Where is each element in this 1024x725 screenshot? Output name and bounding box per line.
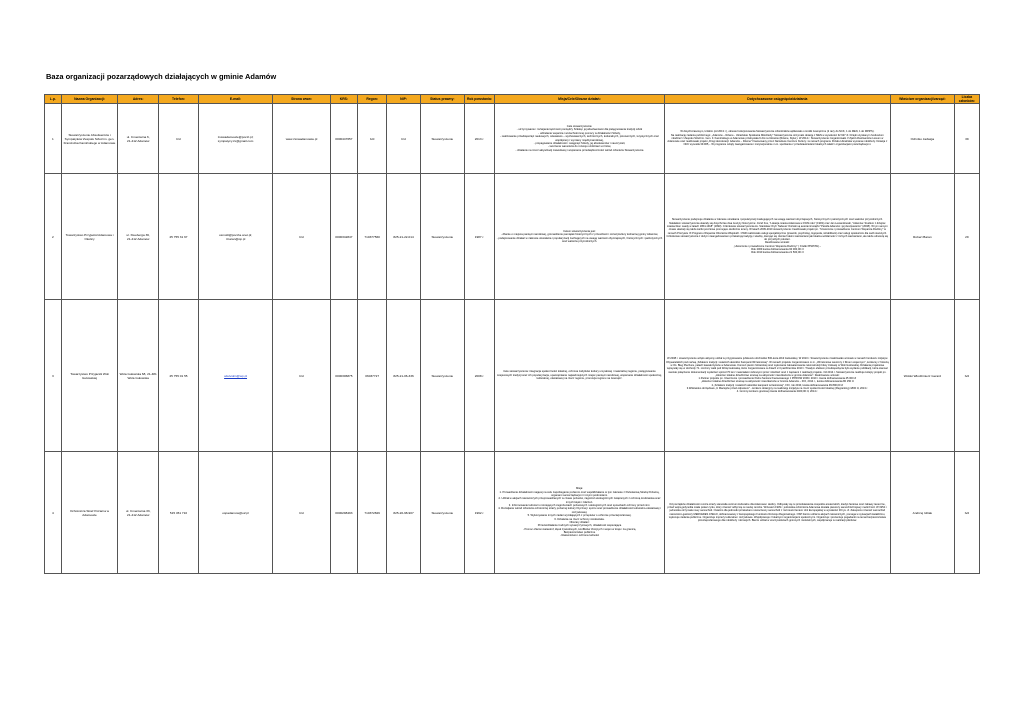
- header-krs: KRS:: [330, 95, 357, 104]
- cell-nazwa: Ochotnicza Straż Pożarna w Adamowie: [61, 452, 118, 574]
- header-nazwa: Nazwa Organizacji:: [61, 95, 118, 104]
- cell-adres: ul. Cmentarna 6, 21-412 Adamów: [118, 104, 159, 174]
- cell-czlonkow: 39: [954, 104, 979, 174]
- cell-dzialania: W dotychczasowym, krótkim (od 2013 r.), okresie funkcjonowania Stowarzyszenie członkiników aplikowało o środki zewnętrzne (2 razy do NCK, 1 do MEN, 1 do MPiPS). Na realizację zadania publicznego: „Adamów – Równe - Ukraińskie Spotkania Młodzieży" Stowarzyszenie otrzymało dotację z MEN w wysokości 32 927 zł. Dzięki uzyskanym funduszom młodzież z Zespołu Szkół im. Gen. F. Kamińskiego w Adamowie przebywała 9 dni na Ukrainie (Równe, Kijów.). W 2014 r. Stowarzyszenie zorganizowało V Zjazd Absolwentów Liceum w Adamowie oraz realizowało projekt „Drogi demokracji: Adamów – Równe" finansowany przez Narodowe Centrum Kultury i w ramach programu Polsko-Ukraińska wymiana młodzieży. Dotacja z NCK wynosiła 39.965,-. W programie wzięły zaangażowanie i instytucjonalnie m.in. sportkania z przedstawicielami lokalnych władz i organizacjami pozarządowymi.: [664, 104, 890, 174]
- cell-telefon: 515 451 710: [159, 452, 199, 574]
- organizations-table: [44, 94, 980, 574]
- header-status: Status prawny:: [420, 95, 464, 104]
- cell-krs: 0000298493: [330, 452, 357, 574]
- cell-kierujacy: Robert Baran: [890, 174, 954, 300]
- cell-lp: 4: [45, 452, 62, 574]
- cell-krs: 0000306875: [330, 300, 357, 452]
- cell-www: www.zsswadamowie.pl: [273, 104, 331, 174]
- cell-regon: b/d: [358, 104, 387, 174]
- header-czlonkow: Liczba członków:: [954, 95, 979, 104]
- cell-nazwa: Stowarzyszenie Absolwentów i Sympatyków Zespołu Szkół im. gen. Franciszka Kamińskiego w Adamowie: [61, 104, 118, 174]
- cell-rok: 1987 r.: [464, 174, 494, 300]
- header-rok: Rok powstania:: [464, 95, 494, 104]
- cell-www: b/d: [273, 452, 331, 574]
- cell-adres: ul. Cmentarna 33, 21-412 Adamów: [118, 452, 159, 574]
- table-header-row: [45, 95, 980, 104]
- header-adres: Adres:: [118, 95, 159, 104]
- cell-rok: 2008 r.: [464, 300, 494, 452]
- table-row: [45, 174, 980, 300]
- cell-status: Stowarzyszenie: [420, 300, 464, 452]
- cell-adres: ul. Kleeberga 36, 21-412 Adamów: [118, 174, 159, 300]
- cell-misja: Celem stowarzyszenia jest: - dbanie o miejsca pamięci narodowej, gromadzenie pamiątek historycznych z przeszłości i rozwój kultury kulinarnej gminy Adamów, - podejmowanie działań w zakresie utrwalania i popularyzacji zachujących na uwagę wartości obyczajowych, historycznych i patriotycznych oraz walorów przyrodniczych.: [495, 174, 665, 300]
- header-www: Strona www:: [273, 95, 331, 104]
- cell-telefon: 25 755 01 55: [159, 300, 199, 452]
- cell-nazwa: Towarzystwo Przyjaciół Woli Gułowskiej: [61, 300, 118, 452]
- cell-nip: 825-21-22-014: [387, 174, 421, 300]
- cell-nip: b/d: [387, 104, 421, 174]
- cell-dzialania: W 2008 r. stowarzyszenie wzięło aktywny udział w przygotowaniu jubileuszu obchodów 500-lecia Woli Gułowskiej. W 2010 r. Stowarzyszenie zrealizowało wniosek w ramach funduszu inicjatyw Obywatelskich pod nazwą „Szlakiem tradycji i ostatnich akordów Kampanii Wrześniowej". W ramach projektu zorganizowano m.in. „Wrześniowe wieczory z filmem wojennym", konkursy z historią w Oś. Bieg Piechura, palach kawalerzystów w Adamowie. Koncert pieśni żołnierskiej oraz wykonania zakwaterowanie rekonstrukcji bitwy ziołowej w Woli Gułowskiej. Działania projektowe wpisywały się w obchody 71. rocznicy walk pod Wolą Gułowską, które zorganizowane w dniach 2-3 października 2010 r. Trwałym efektem przedsięwzięcia było wydanie publikacji, która stanowi swoiste połączenie dokumentacji wydarzeń sprzed 70 lat z materiałami zebranymi przez młodzież oraz z zapisami z realizacji projektu. Od 2014 r. Stowarzyszenie realizuje kolejny projekt pn. „Historia i lokalne dziedzictwo szansą na aktywność mieszkańców w gminie Adamów". Realizowane wnioski: 1.Partner projektu pn. Utworzenie i prowadzenie Klubu Seniora finansowanego z PPWOW 2009 i 2010 r. kwota dofinansowania 45 000 zł „Historia i lokalne dziedzictwo szansą na aktywność mieszkańców w Gminie Adamów – FIO, 2014 r., kwota dofinansowania 80 150 zł 2.„Szlakiem tradycji i ostatnich akordów kampanii wrześniowej", FIO, rok 2010, kwota dofinansowania 99 890,00 zł 3.Widowisko obrzędowe „U Maciejów przed odpustem" - konkurs dotacyjny na realizację inicjatyw na rzecz społeczności lokalnej (Regranting) 1800 zł, 2013 r. 4. Gminny konkurs grantowy kwota dofinansowania 2400,00 zł, 2014 r.: [664, 300, 890, 452]
- header-misja: Misja/Cele/Obszar działań:: [495, 95, 665, 104]
- cell-regon: 710377560: [358, 174, 387, 300]
- cell-regon: 710372829: [358, 452, 387, 574]
- header-regon: Regon:: [358, 95, 387, 104]
- cell-czlonkow: b/d: [954, 452, 979, 574]
- cell-dzialania: Stowarzyszenie podejmuje działania w zakresie utrwalania i popularyzacji zasługujących na uwagę wartości obyczajowych, historycznych i patriotycznych oraz walorów przyrodniczych. Nakładem stowarzyszenia ukazały się dotychczas dwa zeszyty historyczne: Józef Fus, "Lokacja miasta Adamowa w 1539 roku" (1993) oraz Jan Lewandowski, "Adamów. Studium z dziejów miasteczka i osady w latach 1864-1918" (1993). Członkowie stowarzyszenia ks. Stanisław Orył i Tadeusz Osiński są autorami książki "Parafia Adamów i jej duszpasterze" (2008). W tym samym czasie ukazały się także kartki pocztowe promujące okolicznie tereny. W latach 2009-2010 stowarzyszenie zrealizowało projekt pn. "Utworzenie i prowadzenie Centrum Wsparcia Rodziny" w ramach Priorytetu IX Programu Wsparcia Obszarów Wiejskich. CWR realizowało usługi specjalistyczne (prawnik, psycholog, logopeda, rehabilitant) oraz usługi opiekuńcze dla osób starszych. Członkowie stowarzyszenia z dużym zaangażowaniem przekazują tradycję i wiedzę, kierując się również takimi wartościami jak lokalna solidarność z różnych wartościami, ale także odnoszą się do przyszłych pokoleń. Realizowane wnioski: „Utworzenie i prowadzenie Centrum Wsparcia Rodziny" ( źródło PPWOW) – Rok 2009 kwota dofinansowania 90 000,00 zł Rok 2010 kwota dofinansowania 21 500,00 zł: [664, 174, 890, 300]
- cell-czlonkow: 29: [954, 174, 979, 300]
- cell-adres: Wola Gułowska 68, 21-481 Wola Gułowska: [118, 300, 159, 452]
- cell-status: Stowarzyszenie: [420, 104, 464, 174]
- cell-misja: Misja: 1. Prowadzenie działalności mającej na celu zapobieganie pożarom oraz współdziałanie w tym zakresie z Państwową Strażą Pożarną, organami samorządowymi i innymi podmiotami. 2. Udział w akcjach ratowniczych przeprowadzanych w czasie pożarów, zagrożeń ekologicznych związanych z ochroną środowiska oraz innych klęsk i zdarzeń. 3. Informowanie ludności o istniejących zagrożeniach pożarowych i ekologicznych oraz sposobach ochrony przed nimi. 4. Rozwijanie wśród członków ochotniczej straży pożarnej kultury fizycznej i sportu oraz prowadzenie działalności kulturalno-oświatowej i rozrywkowej. 5. Wykonywanie innych zadań wynikających z przepisów o ochronie przeciwpożarowej. 6. Działania na rzecz ochrony środowiska. Obszary działań: Przeciwdziałanie trudnych sytuacji życiowych, działalność wspierająca - Pomoc ofiarom katastrof, klęsk żywiołowych, konfliktów zbrojnych i wojen w kraju i za granicą. Bezpieczeństwo publiczne - Ratownictwo i ochrona ludności: [495, 452, 665, 574]
- cell-status: Stowarzyszenie: [420, 452, 464, 574]
- header-kierujacy: Właściwe organizacji/zarząd:: [890, 95, 954, 104]
- cell-www: b/d: [273, 174, 331, 300]
- cell-kierujacy: Andrzej Idziak: [890, 452, 954, 574]
- cell-email: ospadamow@o2.pl: [198, 452, 272, 574]
- cell-email: osmolit@poczta.onet.pl; r.baran@op.pl: [198, 174, 272, 300]
- page-title: Baza organizacji pozarządowych działających w gminie Adamów: [46, 72, 277, 81]
- cell-nip: 825-21-06-336: [387, 300, 421, 452]
- header-telefon: Telefon:: [159, 95, 199, 104]
- cell-telefon: b/d: [159, 104, 199, 174]
- cell-rok: 2013 r.: [464, 104, 494, 174]
- table-row: [45, 452, 980, 574]
- cell-email[interactable]: [198, 300, 272, 452]
- header-dzialania: Dotychczasowe osiągnięcia/działania: [664, 95, 890, 104]
- header-nip: NIP:: [387, 95, 421, 104]
- cell-rok: 1992 r.: [464, 452, 494, 574]
- email-link[interactable]: atwiviolin@wp.pl: [224, 373, 248, 378]
- cell-kierujacy: Wolski Włodzimierz Gerard: [890, 300, 954, 452]
- cell-misja: Cele stowarzyszenia: - utrzymywanie i rozwijanie łączności pomiędzy Szkołą i jej absolwentami dla pielęgnowania tradycji szkół - udzielanie wsparcia i wszechstronnej pomocy w działalności Szkoły, - realizowanie przedsięwzięć naukowych, oświatowo – wychowawczych, technicznych, kulturalnych, pionowczych, turystycznych oraz współpracy i wymiany międzynarodowej, - propagowanie działalności i osiągnięć Szkoły, jej absolwentów i nauczycieli, - tworzenie warunków do rozwoju uzdolnień uczniów, - działanie na rzecz aktywizacji zawodowej i wspieranie przedsiębiorczości wśród członków Stowarzyszenia: [495, 104, 665, 174]
- table-row: [45, 300, 980, 452]
- cell-lp: 1: [45, 104, 62, 174]
- cell-telefon: 25 755 31 67: [159, 174, 199, 300]
- cell-czlonkow: b/d: [954, 300, 979, 452]
- header-email: E-mail:: [198, 95, 272, 104]
- table-row: [45, 104, 980, 174]
- cell-kierujacy: Ochniko Jadwiga: [890, 104, 954, 174]
- cell-krs: 0000447657: [330, 104, 357, 174]
- cell-nazwa: Towarzystwo Przyjaciół Adamowa i Okolicy: [61, 174, 118, 300]
- cell-regon: 06037727: [358, 300, 387, 452]
- cell-krs: 0000342847: [330, 174, 357, 300]
- cell-email: zsswadamowie@poczt.pl; sympatycy.zs@gmail.com: [198, 104, 272, 174]
- cell-lp: 3: [45, 300, 62, 452]
- cell-dzialania: Od początków działalności remiza straży stanowiła centrum kulturalne dla Adamowa i okolicy. Odbywały się tu przedstawienia zespołów amatorskich, kiedyś fantowe oraz zabawy taneczne, przed wojną jedynolita miała pokaz cyrku, który również odbył się w naszej remizie. Wrzesień 1939 r. jednostka ochotnicza Adamowa dostała pierwszy samochód bojowy marki Ford. W 1952 r. jednostka otrzymała nowy samochód. Ostatnio dla jednostki przekazano nowoczesny samochód z rozmieszczeniem Unii Europejskiej w wysokości 30 tys. zł. Zakupiono również samochód ratowniczo-gaśniczy MERCEDES ATEGO, dofinansowany z Europejskiego Funduszu Rozwoju Regionalnego. OSP bierze udział w akcjach ratowniczych, pomaga w sytuacjach kataklizmu, wykonuje zadania publiczne. Organizuje imprezy kulturalne i rozrywkowe. Współpracuje z lokalnymi organizacjami społecznymi. Organizuje i prezentuje pogadanki na temat bezpieczeństwa przeciwpożarowego dla młodzieży i dorosłych. Bierze udział w uroczystościach gminnych i kościelnych, współpracuje w realizacji pikników.: [664, 452, 890, 574]
- cell-misja: Cele stowarzyszenia: integracja społeczności lokalnej, ochrona zabytków kultury umysłowej i materialnej regionu, pielęgnowanie miejscowych tradycji oraz ich popularyzacja, upamiętnianie najważniejszych miejsc pamięci narodowej, wspieranie działalności społecznej, kulturalnej, oświatowej na rzecz regionu, promocja regionu na zewnątrz.: [495, 300, 665, 452]
- cell-status: Stowarzyszenie: [420, 174, 464, 300]
- header-lp: L.p.: [45, 95, 62, 104]
- cell-nip: 825-20-98-907: [387, 452, 421, 574]
- cell-www: b/d: [273, 300, 331, 452]
- cell-lp: 2: [45, 174, 62, 300]
